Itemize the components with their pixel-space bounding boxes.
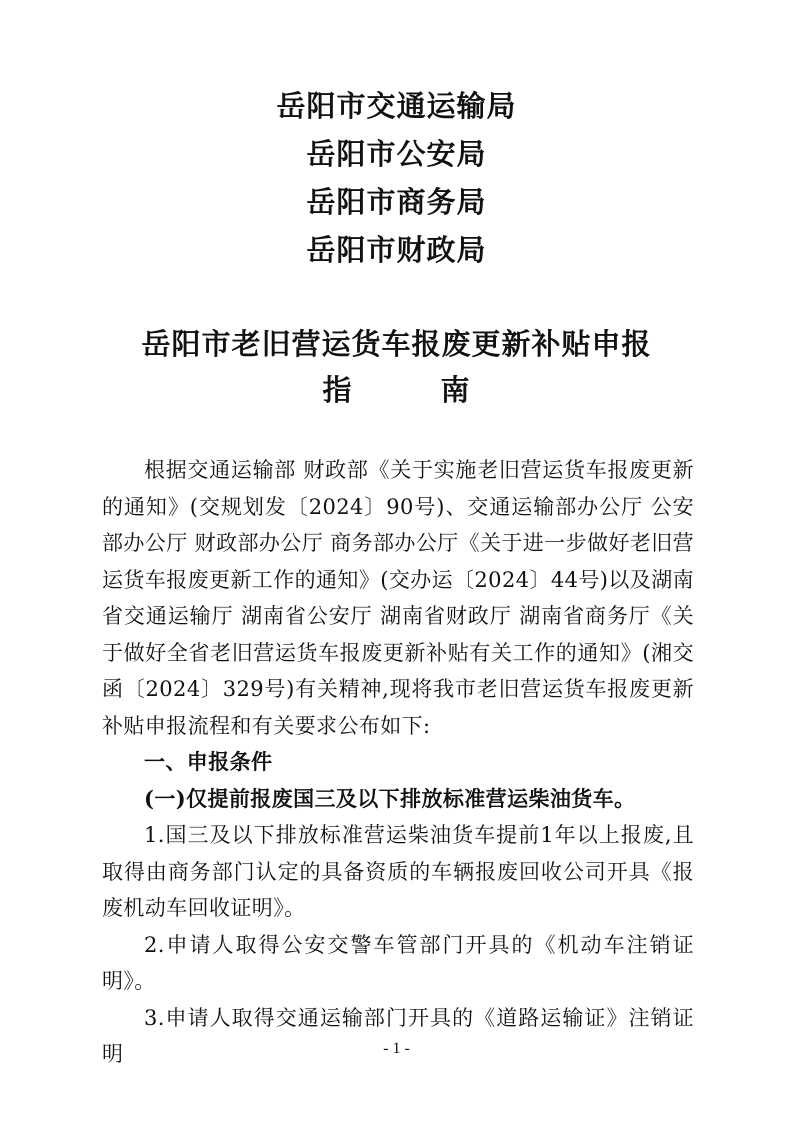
document-title-char-2: 南: [440, 373, 471, 407]
list-item-condition-3: 3.申请人取得交通运输部门开具的《道路运输证》注销证明: [102, 1005, 694, 1066]
issuer-public-security-bureau: 岳阳市公安局: [306, 137, 487, 171]
document-title-char-1: 指: [322, 373, 353, 407]
intro-paragraph: 根据交通运输部 财政部《关于实施老旧营运货车报废更新的通知》(交规划发〔2024〕90号)、交通运输部办公厅 公安部办公厅 财政部办公厅 商务部办公厅《关于进一步做好老旧营运货车报废更新工作的通知》(交办运〔2024〕44号)以及湖南省交通运输厅 湖南省公安厅 湖南省财政厅 湖南省商务厅《关于做好全省老旧营运货车报废更新补贴有关工作的通知》(湘交函〔2024〕329号)有关精神,现将我市老旧营运货车报废更新补贴申报流程和有关要求公布如下:: [102, 458, 694, 738]
issuer-commerce-bureau: 岳阳市商务局: [306, 185, 487, 219]
issuer-transport-bureau: 岳阳市交通运输局: [276, 89, 517, 123]
page-number: - 1 -: [383, 1040, 410, 1057]
document-title-line1: 岳阳市老旧营运货车报废更新补贴申报: [141, 327, 652, 361]
document-body: [102, 452, 694, 1073]
issuer-list: [0, 82, 793, 274]
issuer-finance-bureau: 岳阳市财政局: [306, 233, 487, 267]
document-title-line2: [0, 368, 793, 409]
list-item-condition-1: 1.国三及以下排放标准营运柴油货车提前1年以上报废,且取得由商务部门认定的具备资质的车辆报废回收公司开具《报废机动车回收证明》。: [102, 823, 694, 920]
list-item-condition-2: 2.申请人取得公安交警车管部门开具的《机动车注销证明》。: [102, 932, 694, 993]
section-heading-application-conditions: 一、申报条件: [144, 750, 273, 774]
subsection-heading-early-scrap: (一)仅提前报废国三及以下排放标准营运柴油货车。: [144, 785, 636, 811]
